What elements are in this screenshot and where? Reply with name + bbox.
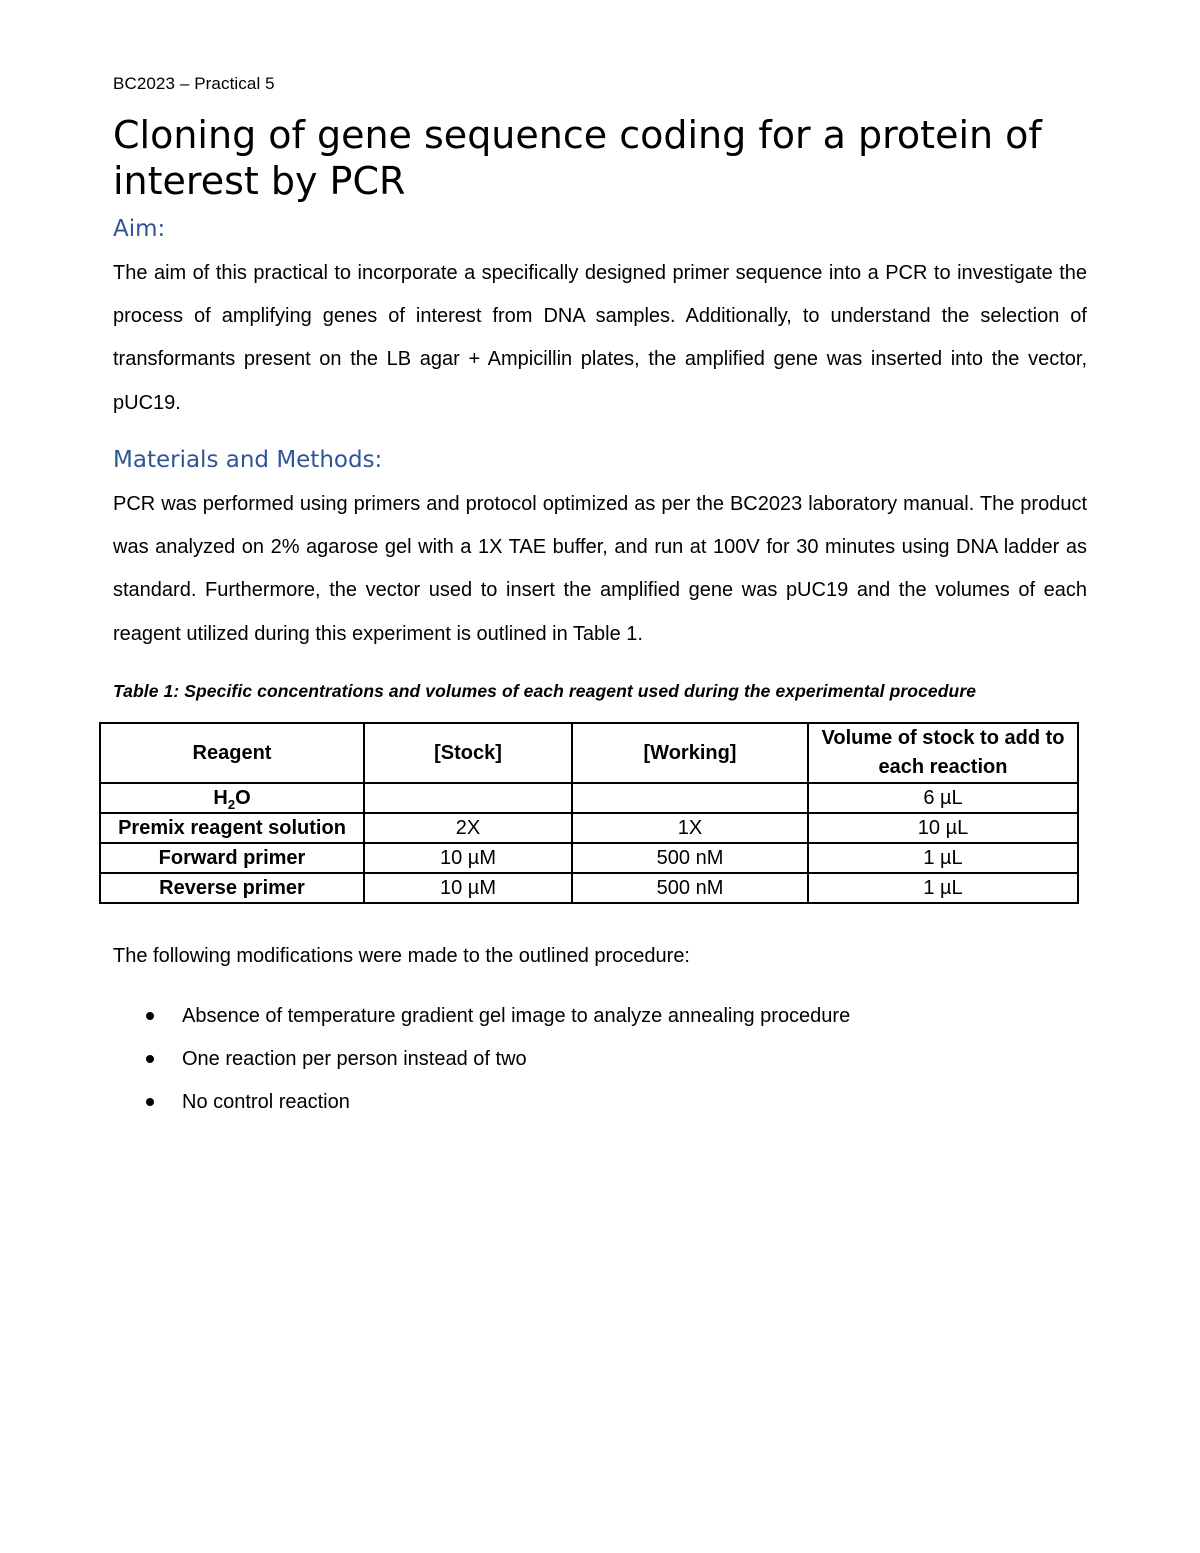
stock-value: 2X [364, 813, 572, 843]
page-header: BC2023 – Practical 5 [113, 74, 275, 93]
table-row [100, 813, 1078, 843]
table-row [100, 873, 1078, 903]
bullet-icon [146, 1098, 154, 1106]
volume-value: 10 µL [808, 813, 1078, 843]
working-value: 500 nM [572, 873, 808, 903]
header-reagent: Reagent [100, 723, 364, 783]
volume-value: 6 µL [808, 783, 1078, 813]
volume-value: 1 µL [808, 843, 1078, 873]
working-value: 500 nM [572, 843, 808, 873]
reagent-table [99, 722, 1079, 904]
header-working: [Working] [572, 723, 808, 783]
methods-paragraph: PCR was performed using primers and protocol optimized as per the BC2023 laboratory manual. The product was analyzed on 2% agarose gel with a 1X TAE buffer, and run at 100V for 30 minutes using DNA ladder as standard. Furthermore, the vector used to insert the amplified gene was pUC19 and the volumes of each reagent utilized during this experiment is outlined in Table 1. [113, 493, 1087, 645]
list-item: Absence of temperature gradient gel image to analyze annealing procedure [113, 1000, 850, 1043]
header-volume: Volume of stock to add to each reaction [808, 723, 1078, 783]
modifications-list [113, 1000, 850, 1129]
reagent-name: Forward primer [100, 843, 364, 873]
reagent-name: Premix reagent solution [100, 813, 364, 843]
table-row [100, 783, 1078, 813]
bullet-icon [146, 1055, 154, 1063]
stock-value: 10 µM [364, 843, 572, 873]
working-value [572, 783, 808, 813]
aim-heading: Aim: [113, 216, 166, 242]
table-header-row [100, 723, 1078, 783]
modifications-intro: The following modifications were made to the outlined procedure: [113, 945, 690, 967]
reagent-name: $H_2O$ [100, 783, 364, 813]
list-item: One reaction per person instead of two [113, 1043, 850, 1086]
reagent-name: Reverse primer [100, 873, 364, 903]
document-title: Cloning of gene sequence coding for a protein of interest by PCR [113, 113, 1042, 203]
volume-value: 1 µL [808, 873, 1078, 903]
methods-heading: Materials and Methods: [113, 447, 383, 473]
list-item: No control reaction [113, 1086, 850, 1129]
stock-value: 10 µM [364, 873, 572, 903]
working-value: 1X [572, 813, 808, 843]
table-caption: Table 1: Specific concentrations and volumes of each reagent used during the experimental procedure [113, 681, 977, 701]
aim-paragraph: The aim of this practical to incorporate a specifically designed primer sequence into a PCR to investigate the process of amplifying genes of interest from DNA samples. Additionally, to understand the selection of transformants present on the LB agar + Ampicillin plates, the amplified gene was inserted into the vector, pUC19. [113, 262, 1087, 414]
stock-value [364, 783, 572, 813]
bullet-icon [146, 1012, 154, 1020]
table-row [100, 843, 1078, 873]
header-stock: [Stock] [364, 723, 572, 783]
